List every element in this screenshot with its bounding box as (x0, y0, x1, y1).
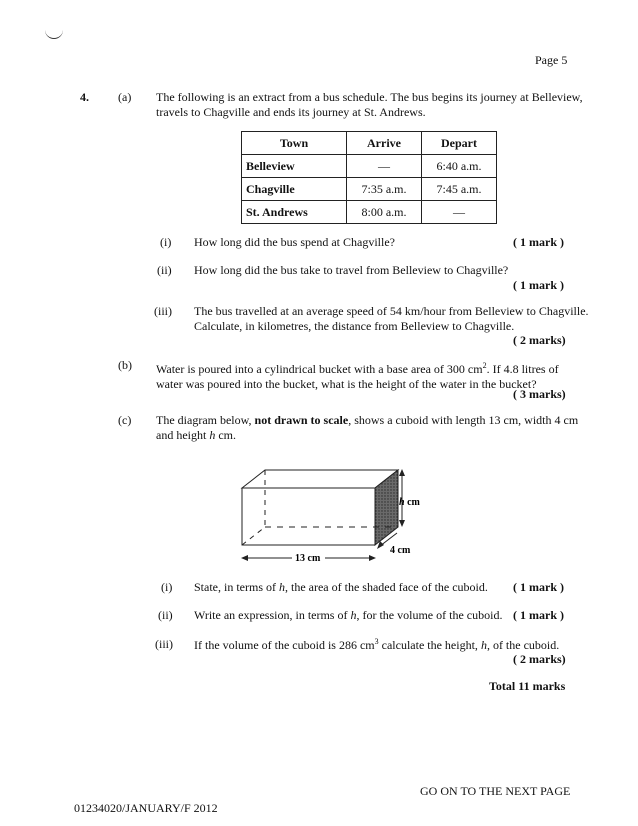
part-a-iii-line1: The bus travelled at an average speed of 54 km/hour from Belleview to Chagville. (194, 304, 589, 318)
part-a-intro (156, 90, 583, 120)
cuboid-hidden-edge-depth (242, 527, 265, 545)
total-marks: Total 11 marks (489, 679, 566, 693)
table-row (242, 178, 497, 201)
table-cell-depart: 7:45 a.m. (422, 178, 497, 201)
part-c-iii-pre: If the volume of the cuboid is 286 cm (194, 638, 375, 652)
part-c-iii-sup: 3 (374, 637, 379, 646)
part-a-intro-line2: travels to Chagville and ends its journey at St. Andrews. (156, 105, 426, 119)
table-cell-depart: 6:40 a.m. (422, 155, 497, 178)
part-a-label: (a) (118, 90, 132, 104)
question-number: 4. (80, 90, 89, 104)
part-c-line2-post: cm. (215, 428, 236, 442)
part-c-ii-pre: Write an expression, in terms of (194, 608, 351, 622)
table-header-depart: Depart (422, 132, 497, 155)
part-c-ii-text (194, 608, 502, 623)
part-c-i-label: (i) (161, 580, 173, 594)
part-c-iii-label: (iii) (155, 637, 173, 651)
part-a-iii-line2: Calculate, in kilometres, the distance from Belleview to Chagville. (194, 319, 515, 333)
part-b-line1-sup: 2 (482, 361, 487, 370)
table-cell-arrive: 7:35 a.m. (347, 178, 422, 201)
height-label (399, 497, 421, 508)
height-label-var: h (399, 497, 405, 508)
part-b-line1-post: . If 4.8 litres of (486, 362, 559, 376)
footer-code: 01234020/JANUARY/F 2012 (74, 801, 218, 815)
height-label-unit: cm (404, 497, 420, 508)
table-header-row (242, 132, 497, 155)
table-cell-depart: — (422, 201, 497, 224)
part-a-ii-marks: ( 1 mark ) (513, 278, 564, 292)
table-cell-town: St. Andrews (242, 201, 347, 224)
part-c-label: (c) (118, 413, 132, 427)
table-cell-arrive: — (347, 155, 422, 178)
part-c-line1 (156, 413, 578, 428)
part-a-intro-line1: The following is an extract from a bus schedule. The bus begins its journey at Belleview, (156, 90, 583, 104)
cuboid-shaded-face (375, 470, 398, 545)
length-arrow-head-left (241, 555, 248, 561)
part-c-iii-var: h (480, 638, 487, 652)
table-cell-town: Belleview (242, 155, 347, 178)
bus-schedule-table (241, 131, 497, 224)
table-header-arrive: Arrive (347, 132, 422, 155)
scan-corner-mark (45, 28, 63, 39)
part-a-i-marks: ( 1 mark ) (513, 235, 564, 249)
part-c-line2-var: h (209, 428, 216, 442)
width-label: 4 cm (390, 545, 411, 556)
part-c-line1-post: , shows a cuboid with length 13 cm, width 4 cm (348, 413, 579, 427)
table-row (242, 201, 497, 224)
cuboid-front-face (242, 488, 375, 545)
part-a-ii-text: How long did the bus take to travel from Belleview to Chagville? (194, 263, 509, 277)
part-b-line1 (156, 358, 559, 377)
table-header-town: Town (242, 132, 347, 155)
part-c-i-text (194, 580, 488, 595)
part-c-iii-post: , of the cuboid. (486, 638, 560, 652)
part-b-text (156, 358, 559, 392)
part-a-iii-label: (iii) (154, 304, 172, 318)
page-number: Page 5 (535, 53, 568, 67)
part-a-iii-marks: ( 2 marks) (513, 333, 566, 347)
part-c-i-var: h (278, 580, 285, 594)
part-c-line1-pre: The diagram below, (156, 413, 255, 427)
part-c-line2-pre: and height (156, 428, 210, 442)
part-a-iii-text (194, 304, 589, 334)
part-a-ii-label: (ii) (157, 263, 172, 277)
part-c-iii-mid: calculate the height, (378, 638, 481, 652)
part-b-marks: ( 3 marks) (513, 387, 566, 401)
table-row (242, 155, 497, 178)
part-a-i-label: (i) (160, 235, 172, 249)
table-cell-town: Chagville (242, 178, 347, 201)
part-c-line1-bold: not drawn to scale (254, 413, 349, 427)
length-label: 13 cm (295, 553, 321, 564)
part-c-i-post: , the area of the shaded face of the cuboid. (284, 580, 488, 594)
part-b-label: (b) (118, 358, 132, 372)
table-cell-arrive: 8:00 a.m. (347, 201, 422, 224)
height-arrow-head-up (399, 469, 405, 476)
part-c-text (156, 413, 578, 443)
part-c-i-marks: ( 1 mark ) (513, 580, 564, 594)
part-c-iii-marks: ( 2 marks) (513, 652, 566, 666)
cuboid-diagram (225, 465, 440, 570)
part-b-line2: water was poured into the bucket, what is the height of the water in the bucket? (156, 377, 537, 391)
part-b-line1-pre: Water is poured into a cylindrical bucket with a base area of 300 cm (156, 362, 483, 376)
part-c-ii-marks: ( 1 mark ) (513, 608, 564, 622)
part-a-i-text: How long did the bus spend at Chagville? (194, 235, 395, 249)
length-arrow-head-right (369, 555, 376, 561)
footer-next-page: GO ON TO THE NEXT PAGE (420, 784, 571, 798)
height-arrow-head-down (399, 520, 405, 527)
part-c-line2 (156, 428, 578, 443)
part-c-ii-var: h (350, 608, 357, 622)
part-c-ii-post: , for the volume of the cuboid. (356, 608, 503, 622)
part-c-ii-label: (ii) (158, 608, 173, 622)
part-c-i-pre: State, in terms of (194, 580, 279, 594)
part-c-iii-text (194, 637, 559, 653)
